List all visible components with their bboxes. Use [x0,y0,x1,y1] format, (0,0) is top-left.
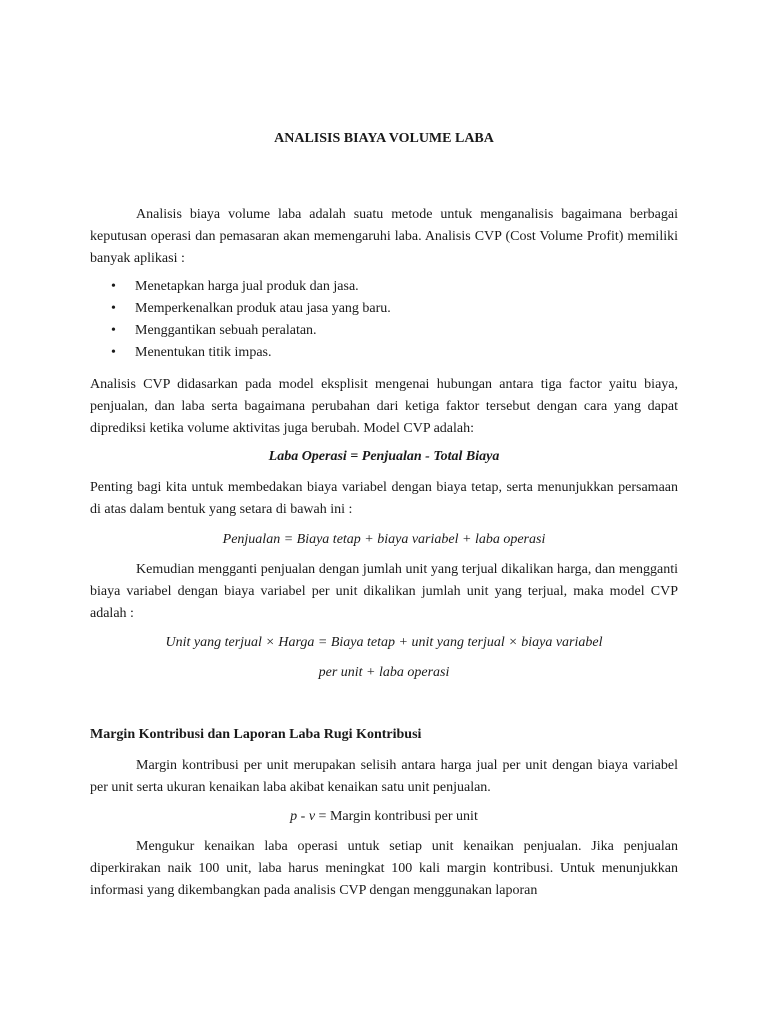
list-item: • Menentukan titik impas. [90,342,678,364]
formula-description: = Margin kontribusi per unit [315,809,478,824]
formula-sales: Penjualan = Biaya tetap + biaya variabel + laba operasi [222,532,546,547]
cvp-model-paragraph: Analisis CVP didasarkan pada model eksplisit mengenai hubungan antara tiga factor yaitu biaya, penjualan, dan laba serta bagaimana perubahan dari ketiga faktor tersebut dengan cara yang dapat diprediksi ketika volume aktivitas juga berubah. Model CVP adalah: [90,377,678,436]
document-title: ANALISIS BIAYA VOLUME LABA [274,131,494,146]
list-item: • Memperkenalkan produk atau jasa yang baru. [90,298,678,320]
formula-units-line1: Unit yang terjual × Harga = Biaya tetap + unit yang terjual × biaya variabel [165,635,603,650]
operating-profit-increase-paragraph: Mengukur kenaikan laba operasi untuk setiap unit kenaikan penjualan. Jika penjualan diperkirakan naik 100 unit, laba harus meningkat 100 kali margin kontribusi. Untuk menunjukkan informasi yang dikembangkan pada analisis CVP dengan menggunakan laporan [90,839,678,898]
section-heading: Margin Kontribusi dan Laporan Laba Rugi Kontribusi [90,727,422,742]
units-price-paragraph: Kemudian mengganti penjualan dengan jumlah unit yang terjual dikalikan harga, dan mengganti biaya variabel dengan biaya variabel per unit dikalikan jumlah unit yang terjual, maka model CVP adalah : [90,562,678,621]
bullet-icon: • [111,345,116,360]
formula-contribution-margin [90,806,678,828]
intro-paragraph: Analisis biaya volume laba adalah suatu metode untuk menganalisis bagaimana berbagai keputusan operasi dan pemasaran akan memengaruhi laba. Analisis CVP (Cost Volume Profit) memiliki banyak aplikasi : [90,207,678,266]
applications-list [90,276,678,364]
bullet-icon: • [111,279,116,294]
formula-units-line2: per unit + laba operasi [318,665,450,680]
formula-variables: p - v [290,809,316,824]
list-item: • Menggantikan sebuah peralatan. [90,320,678,342]
variable-fixed-paragraph: Penting bagi kita untuk membedakan biaya variabel dengan biaya tetap, serta menunjukkan persamaan di atas dalam bentuk yang setara di bawah ini : [90,480,678,517]
formula-operating-profit: Laba Operasi = Penjualan - Total Biaya [268,449,500,464]
bullet-icon: • [111,301,116,316]
contribution-margin-paragraph: Margin kontribusi per unit merupakan selisih antara harga jual per unit dengan biaya variabel per unit serta ukuran kenaikan laba akibat kenaikan satu unit penjualan. [90,758,678,795]
list-item: • Menetapkan harga jual produk dan jasa. [90,276,678,298]
bullet-icon: • [111,323,116,338]
